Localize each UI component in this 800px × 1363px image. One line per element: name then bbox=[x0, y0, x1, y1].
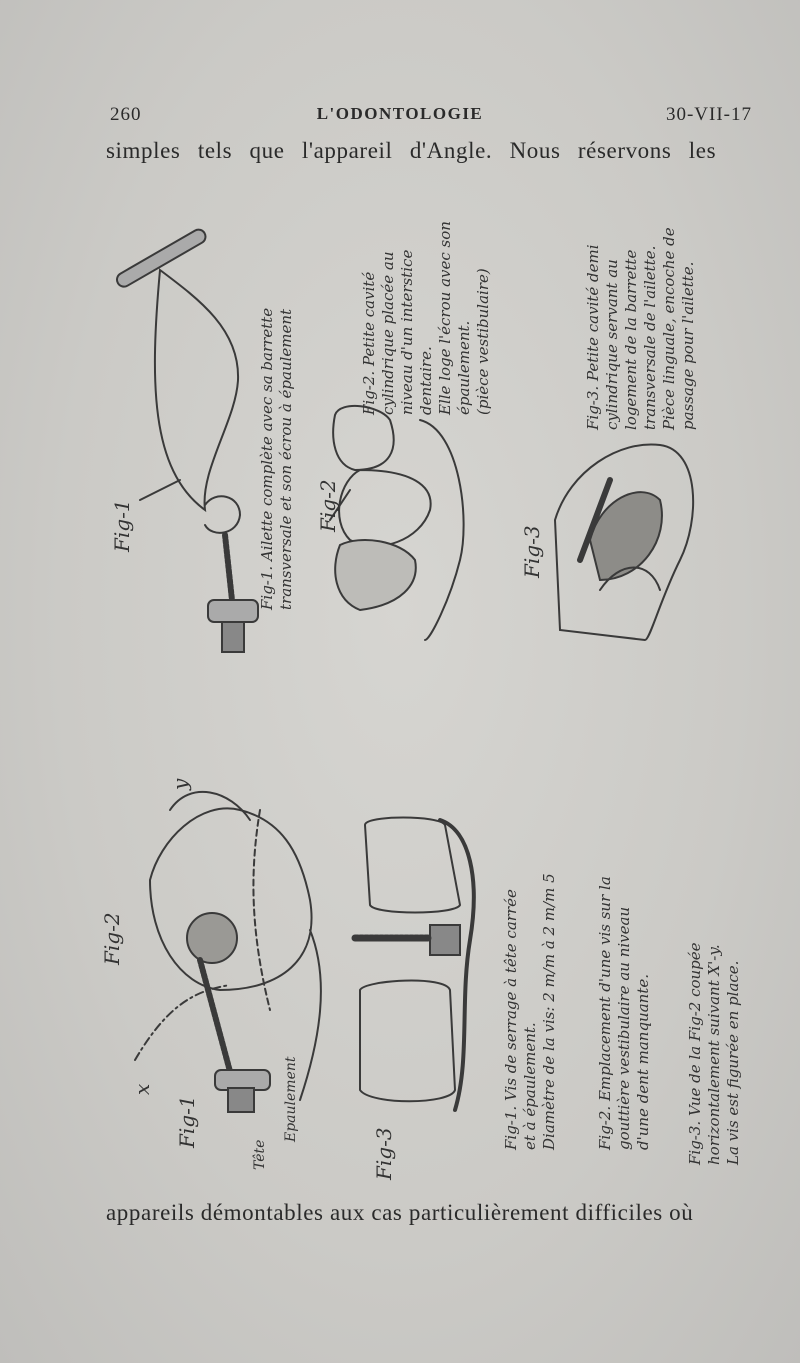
epaulement-label: Epaulement bbox=[283, 1056, 299, 1142]
page-number: 260 bbox=[110, 104, 142, 125]
horizontal-section-drawing bbox=[355, 818, 474, 1111]
caption-line: (pièce vestibulaire) bbox=[474, 268, 492, 415]
caption-line: passage pour l'ailette. bbox=[679, 261, 697, 430]
fig1-label-left: Fig-1 bbox=[175, 1095, 199, 1148]
lingual-piece-drawing-fig3 bbox=[555, 444, 693, 640]
teeth-drawing-fig2 bbox=[330, 406, 464, 640]
winglet-drawing bbox=[114, 227, 258, 652]
fig2-caption-right bbox=[360, 221, 493, 415]
caption-line: Fig-2. Emplacement d'une vis sur la bbox=[596, 876, 614, 1150]
caption-line: Fig-1. Ailette complète avec sa barrette bbox=[258, 307, 276, 610]
fig1-caption-left bbox=[502, 873, 559, 1150]
caption-line: transversale et son écrou à épaulement bbox=[277, 308, 295, 610]
issue-date: 30-VII-17 bbox=[665, 104, 752, 125]
caption-line: logement de la barrette bbox=[622, 249, 640, 430]
caption-line: gouttière vestibulaire au niveau bbox=[615, 906, 633, 1150]
caption-line: Fig-3. Petite cavité demi bbox=[584, 244, 602, 430]
fig1-label-right: Fig-1 bbox=[110, 499, 134, 552]
body-text-top: simples tels que l'appareil d'Angle. Nous réservons les bbox=[106, 138, 717, 163]
caption-line: cylindrique servant au bbox=[603, 259, 621, 430]
fig3-caption-right bbox=[584, 227, 698, 430]
fig1-caption-right bbox=[258, 308, 296, 610]
caption-line: horizontalement suivant X'-y. bbox=[705, 944, 723, 1165]
caption-line: Fig-2. Petite cavité bbox=[360, 271, 378, 415]
caption-line: niveau d'un interstice bbox=[398, 249, 416, 415]
fig2-label-right: Fig-2 bbox=[316, 479, 340, 532]
caption-line: cylindrique placée au bbox=[379, 251, 397, 415]
caption-line: Fig-3. Vue de la Fig-2 coupée bbox=[686, 942, 704, 1165]
fig3-label-right: Fig-3 bbox=[520, 525, 544, 578]
caption-line: dentaire. bbox=[417, 346, 435, 415]
caption-line: Diamètre de la vis: 2 m/m à 2 m/m 5 bbox=[540, 873, 558, 1150]
journal-title: L'ODONTOLOGIE bbox=[316, 104, 484, 123]
fig3-caption-left bbox=[686, 942, 743, 1165]
caption-line: épaulement. bbox=[455, 320, 473, 415]
caption-line: et à épaulement. bbox=[521, 1022, 539, 1150]
caption-line: Fig-1. Vis de serrage à tête carrée bbox=[502, 889, 520, 1150]
fig2-caption-left bbox=[596, 876, 653, 1150]
tete-label: Tête bbox=[252, 1139, 268, 1170]
caption-line: Pièce linguale, encoche de bbox=[660, 227, 678, 430]
caption-line: La vis est figurée en place. bbox=[724, 960, 742, 1165]
axis-y-label: y bbox=[168, 778, 192, 790]
fig2-label-left: Fig-2 bbox=[100, 912, 124, 965]
caption-line: transversale de l'ailette. bbox=[641, 245, 659, 430]
fig3-label-left: Fig-3 bbox=[372, 1127, 396, 1180]
caption-line: Elle loge l'écrou avec son bbox=[436, 221, 454, 415]
caption-line: d'une dent manquante. bbox=[634, 974, 652, 1150]
axis-x-label: x bbox=[130, 1083, 154, 1095]
body-text-bottom: appareils démontables aux cas particulièrement difficiles où bbox=[106, 1200, 694, 1225]
